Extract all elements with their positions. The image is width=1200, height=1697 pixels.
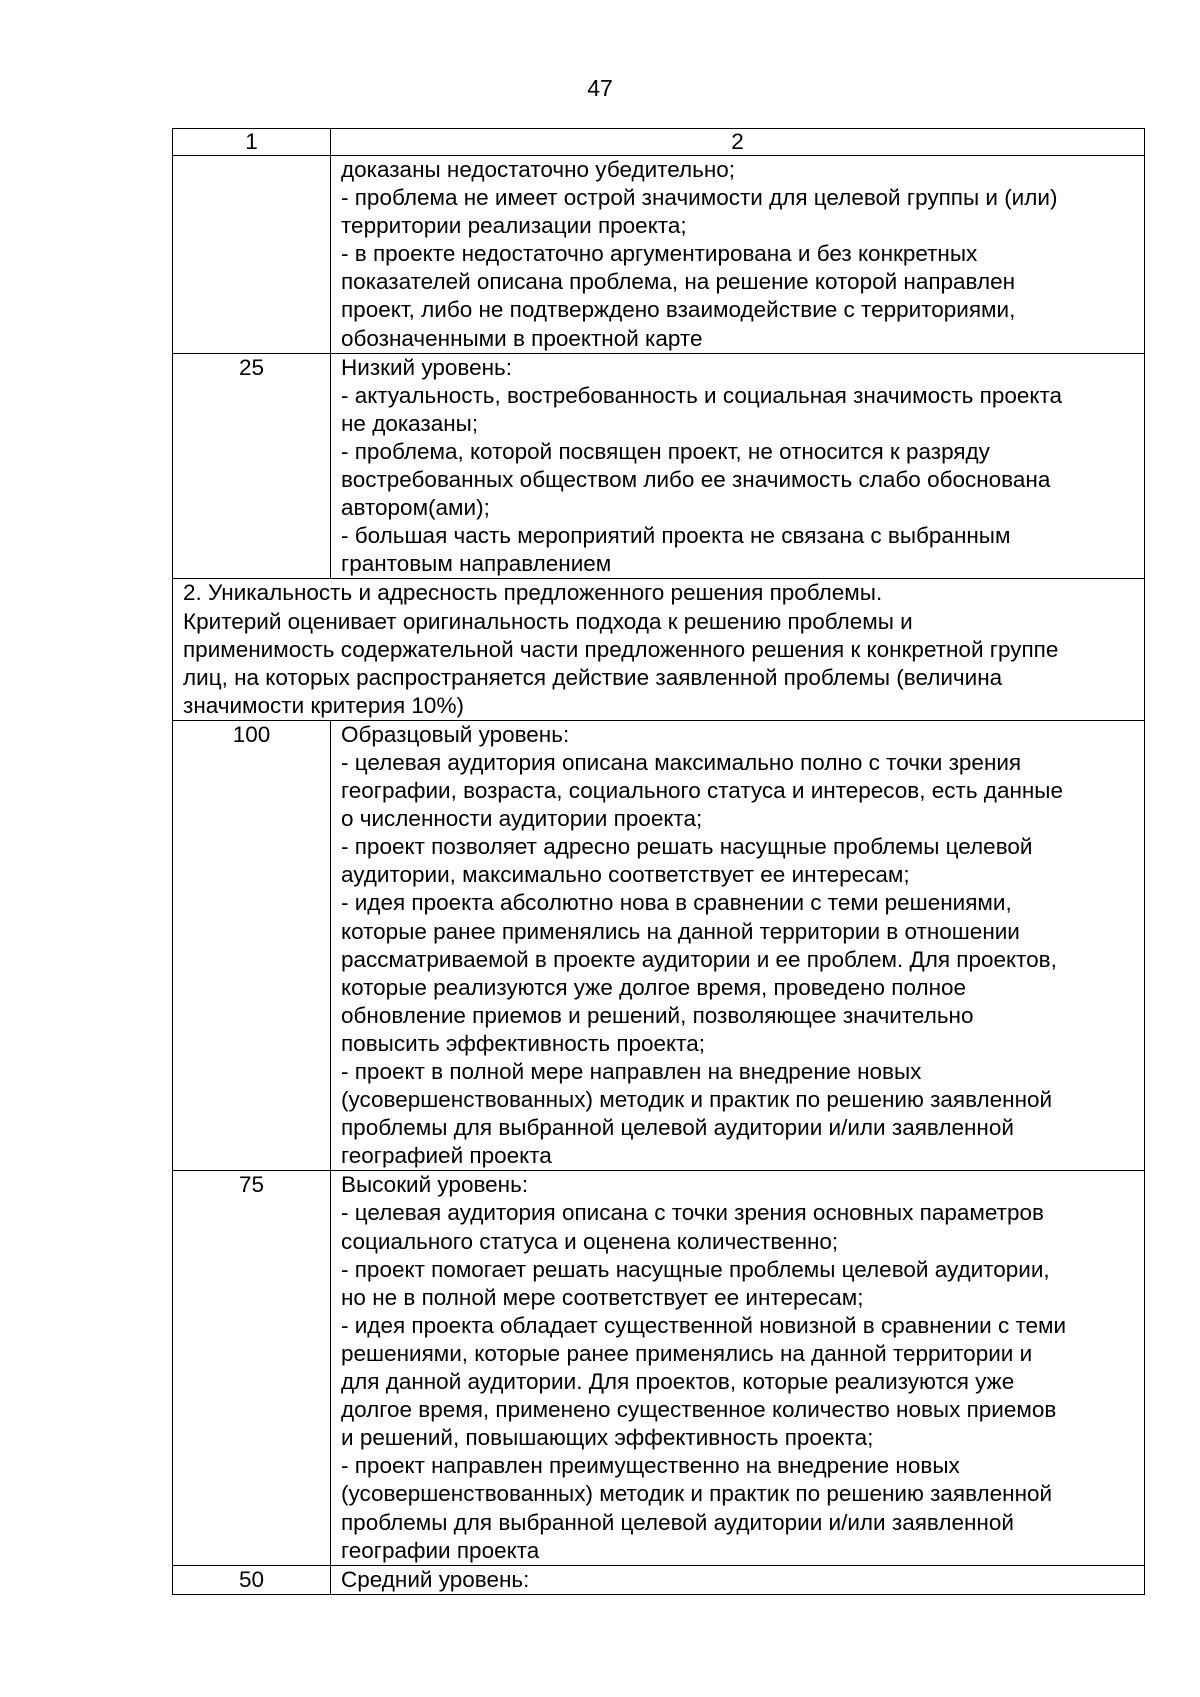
header-col-1: 1: [173, 129, 331, 156]
description-line: - проблема не имеет острой значимости для целевой группы и (или): [341, 185, 1058, 211]
description-line: - проект направлен преимущественно на внедрение новых: [341, 1453, 960, 1479]
description-line: доказаны недостаточно убедительно;: [341, 157, 736, 182]
description-line: обновление приемов и решений, позволяющее значительно: [341, 1002, 974, 1028]
description-line: - проект позволяет адресно решать насущные проблемы целевой: [341, 834, 1033, 860]
section-description-line: значимости критерия 10%): [183, 692, 464, 718]
description-line: - проблема, которой посвящен проект, не относится к разряду: [341, 438, 990, 464]
table-row: [173, 1171, 1145, 1565]
page-number: 47: [587, 75, 613, 101]
description-line: проблемы для выбранной целевой аудитории и/или заявленной: [341, 1115, 1014, 1141]
score-cell: 75: [173, 1171, 331, 1565]
section-heading-row: [173, 579, 1145, 720]
description-line: обозначенными в проектной карте: [341, 325, 703, 351]
table-row: [173, 1565, 1145, 1594]
description-line: географии, возраста, социального статуса и интересов, есть данные: [341, 778, 1063, 804]
table-header-row: [173, 129, 1145, 156]
description-line: - большая часть мероприятий проекта не связана с выбранным: [341, 523, 1011, 549]
criteria-table: [172, 128, 1145, 1595]
section-heading-cell: [173, 579, 1145, 720]
description-line: которые реализуются уже долгое время, проведено полное: [341, 974, 967, 1000]
level-title: Средний уровень:: [341, 1566, 530, 1592]
description-line: - идея проекта обладает существенной новизной в сравнении с теми: [341, 1312, 1067, 1338]
description-line: - в проекте недостаточно аргументирована и без конкретных: [341, 241, 978, 267]
description-line: - целевая аудитория описана максимально полно с точки зрения: [341, 749, 1022, 775]
description-cell: [331, 353, 1145, 579]
description-line: не доказаны;: [341, 410, 479, 436]
description-line: о численности аудитории проекта;: [341, 806, 703, 832]
section-title: 2. Уникальность и адресность предложенного решения проблемы.: [183, 580, 883, 606]
score-cell: 50: [173, 1565, 331, 1594]
section-description-line: лиц, на которых распространяется действие заявленной проблемы (величина: [183, 664, 1003, 690]
description-cell: [331, 156, 1145, 354]
level-title: Высокий уровень:: [341, 1172, 529, 1198]
description-cell: [331, 720, 1145, 1171]
description-line: - проект в полной мере направлен на внедрение новых: [341, 1059, 922, 1084]
description-cell: [331, 1565, 1145, 1594]
description-line: проект, либо не подтверждено взаимодействие с территориями,: [341, 297, 1016, 323]
description-line: - актуальность, востребованность и социальная значимость проекта: [341, 382, 1063, 408]
description-cell: [331, 1171, 1145, 1565]
description-line: географии проекта: [341, 1537, 540, 1563]
score-cell: 100: [173, 720, 331, 1171]
section-description-line: Критерий оценивает оригинальность подхода к решению проблемы и: [183, 608, 913, 634]
description-line: (усовершенствованных) методик и практик по решению заявленной: [341, 1481, 1053, 1507]
level-title: Низкий уровень:: [341, 354, 513, 380]
description-line: повысить эффективность проекта;: [341, 1030, 705, 1056]
description-line: территории реализации проекта;: [341, 213, 687, 239]
description-line: долгое время, применено существенное количество новых приемов: [341, 1397, 1057, 1423]
description-line: - идея проекта абсолютно нова в сравнении с теми решениями,: [341, 890, 1012, 916]
section-description-line: применимость содержательной части предложенного решения к конкретной группе: [183, 636, 1059, 662]
description-line: рассматриваемой в проекте аудитории и ее проблем. Для проектов,: [341, 946, 1057, 972]
description-line: грантовым направлением: [341, 551, 612, 577]
description-line: и решений, повышающих эффективность проекта;: [341, 1425, 874, 1451]
table-row: [173, 720, 1145, 1171]
description-line: решениями, которые ранее применялись на данной территории и: [341, 1340, 1033, 1366]
description-line: проблемы для выбранной целевой аудитории и/или заявленной: [341, 1509, 1014, 1535]
description-line: социального статуса и оценена количественно;: [341, 1228, 839, 1254]
header-col-2: 2: [331, 129, 1145, 156]
level-title: Образцовый уровень:: [341, 721, 570, 747]
description-line: автором(ами);: [341, 495, 490, 521]
description-line: которые ранее применялись на данной территории в отношении: [341, 918, 1020, 944]
score-cell: 25: [173, 353, 331, 579]
description-line: географией проекта: [341, 1143, 552, 1169]
description-line: но не в полной мере соответствует ее интересам;: [341, 1284, 864, 1310]
description-line: для данной аудитории. Для проектов, которые реализуются уже: [341, 1369, 1015, 1395]
table-row: [173, 156, 1145, 354]
description-line: (усовершенствованных) методик и практик по решению заявленной: [341, 1087, 1053, 1113]
description-line: показателей описана проблема, на решение которой направлен: [341, 269, 1016, 295]
description-line: востребованных обществом либо ее значимость слабо обоснована: [341, 467, 1051, 493]
description-line: аудитории, максимально соответствует ее интересам;: [341, 862, 910, 888]
description-line: - проект помогает решать насущные проблемы целевой аудитории,: [341, 1256, 1050, 1282]
score-cell: [173, 156, 331, 354]
description-line: - целевая аудитория описана с точки зрения основных параметров: [341, 1200, 1044, 1226]
table-row: [173, 353, 1145, 579]
